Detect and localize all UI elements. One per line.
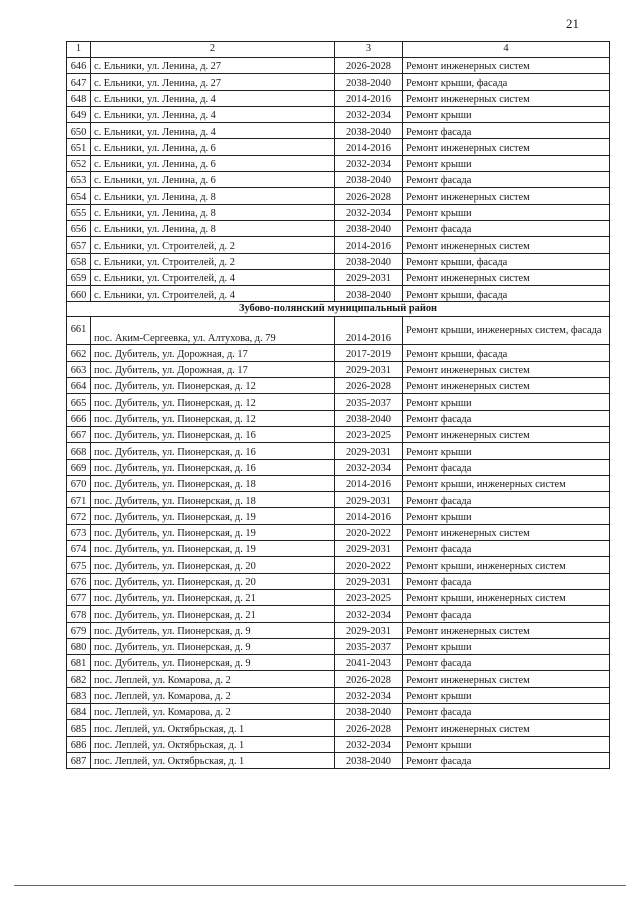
row-work-type: Ремонт инженерных систем xyxy=(403,426,610,442)
table-row xyxy=(67,361,610,377)
row-number: 649 xyxy=(67,106,91,122)
row-period: 2020-2022 xyxy=(335,524,403,540)
table-row xyxy=(67,524,610,540)
row-period: 2038-2040 xyxy=(335,172,403,188)
row-number: 685 xyxy=(67,720,91,736)
row-address: пос. Леплей, ул. Октябрьская, д. 1 xyxy=(91,752,335,768)
table-row xyxy=(67,459,610,475)
row-number: 662 xyxy=(67,345,91,361)
row-number: 681 xyxy=(67,655,91,671)
row-number: 676 xyxy=(67,573,91,589)
row-period: 2023-2025 xyxy=(335,589,403,605)
row-period: 2038-2040 xyxy=(335,286,403,302)
row-work-type: Ремонт фасада xyxy=(403,541,610,557)
row-period: 2026-2028 xyxy=(335,188,403,204)
row-number: 652 xyxy=(67,155,91,171)
table-row xyxy=(67,638,610,654)
row-period: 2032-2034 xyxy=(335,155,403,171)
row-period: 2026-2028 xyxy=(335,671,403,687)
row-address: с. Ельники, ул. Строителей, д. 2 xyxy=(91,237,335,253)
row-period: 2029-2031 xyxy=(335,492,403,508)
row-number: 658 xyxy=(67,253,91,269)
row-address: пос. Дубитель, ул. Пионерская, д. 20 xyxy=(91,557,335,573)
row-number: 684 xyxy=(67,703,91,719)
row-period: 2041-2043 xyxy=(335,655,403,671)
row-work-type: Ремонт инженерных систем xyxy=(403,90,610,106)
table-row xyxy=(67,74,610,90)
column-header-address: 2 xyxy=(91,42,335,58)
table-row xyxy=(67,541,610,557)
column-header-number: 1 xyxy=(67,42,91,58)
table-row xyxy=(67,589,610,605)
row-work-type: Ремонт крыши xyxy=(403,394,610,410)
row-number: 672 xyxy=(67,508,91,524)
row-address: пос. Дубитель, ул. Дорожная, д. 17 xyxy=(91,345,335,361)
row-period: 2014-2016 xyxy=(335,475,403,491)
row-period: 2035-2037 xyxy=(335,638,403,654)
table-body-ryzhiki xyxy=(67,58,610,302)
row-work-type: Ремонт крыши, инженерных систем, фасада xyxy=(403,317,610,345)
row-period: 2026-2028 xyxy=(335,720,403,736)
row-work-type: Ремонт фасада xyxy=(403,573,610,589)
row-period: 2038-2040 xyxy=(335,410,403,426)
row-work-type: Ремонт фасада xyxy=(403,752,610,768)
table-row xyxy=(67,475,610,491)
row-address: пос. Дубитель, ул. Пионерская, д. 19 xyxy=(91,524,335,540)
row-number: 678 xyxy=(67,606,91,622)
row-period: 2032-2034 xyxy=(335,459,403,475)
row-address: пос. Аким-Сергеевка, ул. Алтухова, д. 79 xyxy=(91,317,335,345)
row-work-type: Ремонт фасада xyxy=(403,410,610,426)
row-work-type: Ремонт инженерных систем xyxy=(403,139,610,155)
section-title: Зубово-полянский муниципальный район xyxy=(67,302,610,317)
row-work-type: Ремонт инженерных систем xyxy=(403,237,610,253)
table-row xyxy=(67,139,610,155)
row-address: с. Ельники, ул. Строителей, д. 4 xyxy=(91,269,335,285)
row-work-type: Ремонт фасада xyxy=(403,492,610,508)
row-period: 2032-2034 xyxy=(335,106,403,122)
table-row xyxy=(67,123,610,139)
table-row xyxy=(67,286,610,302)
table-row xyxy=(67,345,610,361)
row-address: с. Ельники, ул. Ленина, д. 27 xyxy=(91,58,335,74)
row-number: 675 xyxy=(67,557,91,573)
table-row xyxy=(67,671,610,687)
row-number: 680 xyxy=(67,638,91,654)
row-work-type: Ремонт крыши xyxy=(403,155,610,171)
table-row xyxy=(67,557,610,573)
row-address: пос. Дубитель, ул. Пионерская, д. 16 xyxy=(91,459,335,475)
row-work-type: Ремонт фасада xyxy=(403,220,610,236)
row-period: 2023-2025 xyxy=(335,426,403,442)
row-address: пос. Дубитель, ул. Пионерская, д. 19 xyxy=(91,541,335,557)
row-work-type: Ремонт крыши xyxy=(403,204,610,220)
row-number: 687 xyxy=(67,752,91,768)
row-period: 2032-2034 xyxy=(335,736,403,752)
row-number: 650 xyxy=(67,123,91,139)
row-work-type: Ремонт инженерных систем xyxy=(403,188,610,204)
page-bottom-rule xyxy=(14,885,626,886)
row-address: пос. Дубитель, ул. Пионерская, д. 21 xyxy=(91,589,335,605)
row-period: 2014-2016 xyxy=(335,139,403,155)
table-row xyxy=(67,655,610,671)
row-work-type: Ремонт крыши, инженерных систем xyxy=(403,475,610,491)
row-work-type: Ремонт крыши, фасада xyxy=(403,286,610,302)
table-row xyxy=(67,720,610,736)
row-address: пос. Дубитель, ул. Пионерская, д. 21 xyxy=(91,606,335,622)
row-period: 2035-2037 xyxy=(335,394,403,410)
row-number: 686 xyxy=(67,736,91,752)
row-number: 668 xyxy=(67,443,91,459)
row-number: 664 xyxy=(67,378,91,394)
row-number: 669 xyxy=(67,459,91,475)
row-address: пос. Дубитель, ул. Пионерская, д. 12 xyxy=(91,394,335,410)
section-header-row xyxy=(67,302,610,317)
row-address: пос. Леплей, ул. Октябрьская, д. 1 xyxy=(91,720,335,736)
row-work-type: Ремонт фасада xyxy=(403,703,610,719)
row-number: 671 xyxy=(67,492,91,508)
row-work-type: Ремонт крыши, инженерных систем xyxy=(403,557,610,573)
section-header-body xyxy=(67,302,610,317)
row-work-type: Ремонт фасада xyxy=(403,655,610,671)
table-row xyxy=(67,410,610,426)
row-work-type: Ремонт крыши xyxy=(403,443,610,459)
row-number: 665 xyxy=(67,394,91,410)
table-body-zubovo-polyana xyxy=(67,317,610,769)
repair-schedule-table xyxy=(66,41,610,769)
row-address: пос. Дубитель, ул. Пионерская, д. 18 xyxy=(91,475,335,491)
row-number: 663 xyxy=(67,361,91,377)
row-number: 656 xyxy=(67,220,91,236)
row-address: пос. Дубитель, ул. Пионерская, д. 19 xyxy=(91,508,335,524)
row-work-type: Ремонт фасада xyxy=(403,172,610,188)
row-address: пос. Дубитель, ул. Пионерская, д. 20 xyxy=(91,573,335,589)
page-number: 21 xyxy=(566,16,579,31)
table-row xyxy=(67,573,610,589)
row-work-type: Ремонт крыши, фасада xyxy=(403,253,610,269)
table-row xyxy=(67,508,610,524)
row-address: с. Ельники, ул. Ленина, д. 4 xyxy=(91,106,335,122)
row-work-type: Ремонт инженерных систем xyxy=(403,269,610,285)
row-work-type: Ремонт инженерных систем xyxy=(403,378,610,394)
table-row xyxy=(67,188,610,204)
table-row xyxy=(67,204,610,220)
row-work-type: Ремонт инженерных систем xyxy=(403,361,610,377)
row-work-type: Ремонт крыши xyxy=(403,687,610,703)
row-address: с. Ельники, ул. Строителей, д. 2 xyxy=(91,253,335,269)
row-work-type: Ремонт крыши, фасада xyxy=(403,74,610,90)
row-number: 654 xyxy=(67,188,91,204)
table-row xyxy=(67,752,610,768)
row-address: с. Ельники, ул. Ленина, д. 6 xyxy=(91,139,335,155)
table-row xyxy=(67,172,610,188)
row-work-type: Ремонт крыши xyxy=(403,736,610,752)
row-period: 2029-2031 xyxy=(335,573,403,589)
row-period: 2014-2016 xyxy=(335,317,403,345)
row-number: 667 xyxy=(67,426,91,442)
row-period: 2038-2040 xyxy=(335,220,403,236)
row-address: пос. Леплей, ул. Комарова, д. 2 xyxy=(91,703,335,719)
table-row xyxy=(67,317,610,345)
row-address: с. Ельники, ул. Ленина, д. 8 xyxy=(91,220,335,236)
table-row xyxy=(67,703,610,719)
row-number: 682 xyxy=(67,671,91,687)
row-number: 677 xyxy=(67,589,91,605)
table-row xyxy=(67,269,610,285)
row-work-type: Ремонт инженерных систем xyxy=(403,622,610,638)
row-period: 2020-2022 xyxy=(335,557,403,573)
row-address: с. Ельники, ул. Ленина, д. 4 xyxy=(91,90,335,106)
table-row xyxy=(67,622,610,638)
row-work-type: Ремонт крыши xyxy=(403,508,610,524)
row-address: с. Ельники, ул. Ленина, д. 8 xyxy=(91,188,335,204)
row-address: пос. Дубитель, ул. Дорожная, д. 17 xyxy=(91,361,335,377)
row-address: пос. Леплей, ул. Комарова, д. 2 xyxy=(91,671,335,687)
row-period: 2029-2031 xyxy=(335,361,403,377)
row-period: 2026-2028 xyxy=(335,58,403,74)
table-row xyxy=(67,58,610,74)
table-row xyxy=(67,492,610,508)
table-row xyxy=(67,378,610,394)
row-period: 2038-2040 xyxy=(335,74,403,90)
row-address: с. Ельники, ул. Ленина, д. 27 xyxy=(91,74,335,90)
row-period: 2014-2016 xyxy=(335,90,403,106)
row-work-type: Ремонт инженерных систем xyxy=(403,671,610,687)
table-row xyxy=(67,394,610,410)
row-address: пос. Дубитель, ул. Пионерская, д. 12 xyxy=(91,410,335,426)
row-number: 679 xyxy=(67,622,91,638)
table-row xyxy=(67,237,610,253)
row-number: 661 xyxy=(67,317,91,345)
row-work-type: Ремонт крыши, инженерных систем xyxy=(403,589,610,605)
row-address: пос. Дубитель, ул. Пионерская, д. 16 xyxy=(91,426,335,442)
row-number: 674 xyxy=(67,541,91,557)
table-row xyxy=(67,155,610,171)
row-period: 2032-2034 xyxy=(335,204,403,220)
row-number: 657 xyxy=(67,237,91,253)
row-period: 2029-2031 xyxy=(335,541,403,557)
row-period: 2014-2016 xyxy=(335,508,403,524)
row-number: 670 xyxy=(67,475,91,491)
row-work-type: Ремонт крыши xyxy=(403,106,610,122)
row-work-type: Ремонт фасада xyxy=(403,606,610,622)
row-period: 2038-2040 xyxy=(335,752,403,768)
row-period: 2038-2040 xyxy=(335,253,403,269)
row-address: с. Ельники, ул. Ленина, д. 4 xyxy=(91,123,335,139)
row-number: 646 xyxy=(67,58,91,74)
column-header-period: 3 xyxy=(335,42,403,58)
row-number: 673 xyxy=(67,524,91,540)
row-number: 647 xyxy=(67,74,91,90)
row-address: с. Ельники, ул. Ленина, д. 6 xyxy=(91,172,335,188)
row-address: пос. Дубитель, ул. Пионерская, д. 18 xyxy=(91,492,335,508)
row-address: пос. Дубитель, ул. Пионерская, д. 9 xyxy=(91,655,335,671)
row-address: с. Ельники, ул. Строителей, д. 4 xyxy=(91,286,335,302)
row-work-type: Ремонт инженерных систем xyxy=(403,58,610,74)
row-work-type: Ремонт крыши xyxy=(403,638,610,654)
row-number: 653 xyxy=(67,172,91,188)
row-address: пос. Дубитель, ул. Пионерская, д. 9 xyxy=(91,638,335,654)
table-row xyxy=(67,220,610,236)
table-row xyxy=(67,106,610,122)
table-row xyxy=(67,253,610,269)
row-address: с. Ельники, ул. Ленина, д. 6 xyxy=(91,155,335,171)
row-period: 2029-2031 xyxy=(335,622,403,638)
row-number: 666 xyxy=(67,410,91,426)
row-address: пос. Леплей, ул. Октябрьская, д. 1 xyxy=(91,736,335,752)
row-period: 2032-2034 xyxy=(335,687,403,703)
row-number: 648 xyxy=(67,90,91,106)
column-header-work: 4 xyxy=(403,42,610,58)
row-period: 2038-2040 xyxy=(335,123,403,139)
row-period: 2014-2016 xyxy=(335,237,403,253)
table-row xyxy=(67,606,610,622)
row-address: пос. Дубитель, ул. Пионерская, д. 9 xyxy=(91,622,335,638)
row-work-type: Ремонт фасада xyxy=(403,123,610,139)
row-number: 683 xyxy=(67,687,91,703)
row-work-type: Ремонт крыши, фасада xyxy=(403,345,610,361)
row-address: с. Ельники, ул. Ленина, д. 8 xyxy=(91,204,335,220)
table-row xyxy=(67,736,610,752)
row-number: 660 xyxy=(67,286,91,302)
table-row xyxy=(67,443,610,459)
row-period: 2029-2031 xyxy=(335,269,403,285)
table-row xyxy=(67,90,610,106)
table-row xyxy=(67,687,610,703)
row-work-type: Ремонт фасада xyxy=(403,459,610,475)
table-header-row xyxy=(67,42,610,58)
row-number: 655 xyxy=(67,204,91,220)
row-period: 2032-2034 xyxy=(335,606,403,622)
row-work-type: Ремонт инженерных систем xyxy=(403,720,610,736)
row-work-type: Ремонт инженерных систем xyxy=(403,524,610,540)
row-period: 2017-2019 xyxy=(335,345,403,361)
row-number: 659 xyxy=(67,269,91,285)
row-address: пос. Леплей, ул. Комарова, д. 2 xyxy=(91,687,335,703)
row-address: пос. Дубитель, ул. Пионерская, д. 12 xyxy=(91,378,335,394)
row-address: пос. Дубитель, ул. Пионерская, д. 16 xyxy=(91,443,335,459)
row-period: 2026-2028 xyxy=(335,378,403,394)
table-row xyxy=(67,426,610,442)
row-period: 2038-2040 xyxy=(335,703,403,719)
row-period: 2029-2031 xyxy=(335,443,403,459)
row-number: 651 xyxy=(67,139,91,155)
